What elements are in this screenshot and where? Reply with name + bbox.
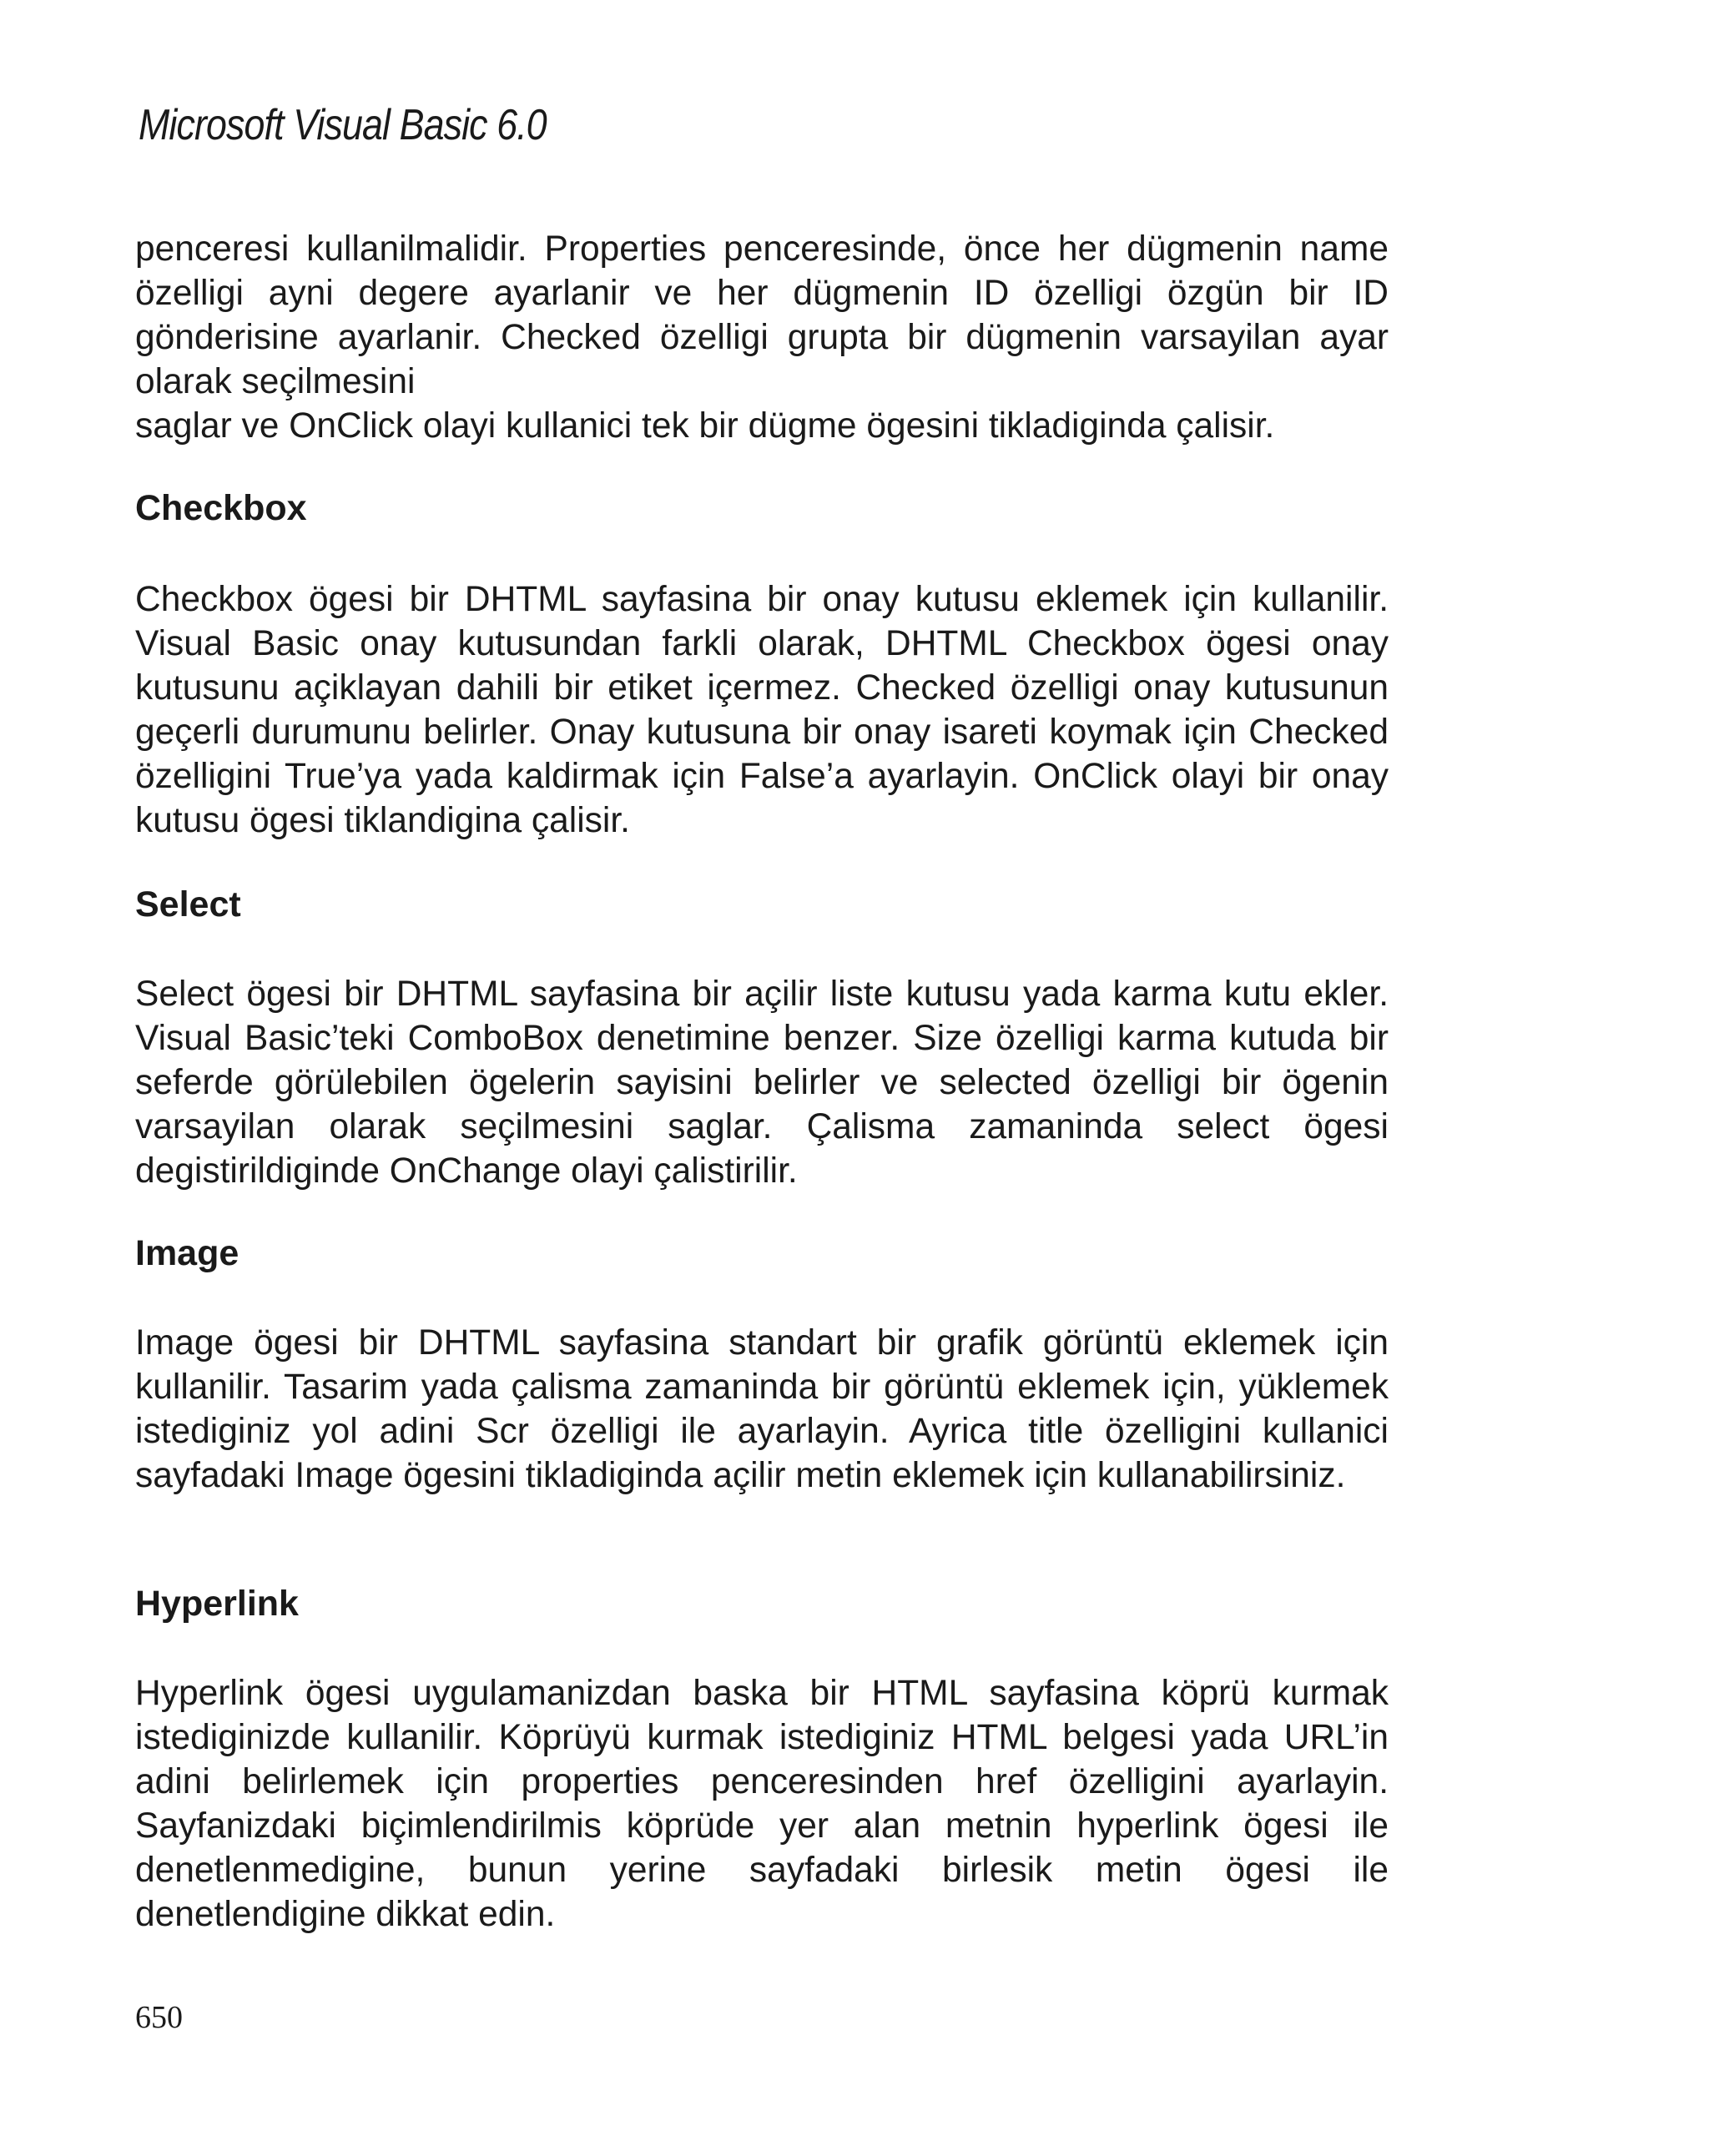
section-body-select: Select ögesi bir DHTML sayfasina bir açilir liste kutusu yada karma kutu ekler. Visual Basic’teki ComboBox denetimine benzer. Size özelligi karma kutuda bir seferde görülebilen ögelerin sayisini belirler ve selected özelligi bir ögenin varsayilan olarak seçilmesini saglar. Çalisma zamaninda select ögesi degistirildiginde OnChange olayi çalistirilir. xyxy=(135,975,1389,1191)
section-select xyxy=(135,883,1389,927)
page-number: 650 xyxy=(135,2000,183,2035)
section-hyperlink xyxy=(135,1582,1389,1626)
section-image-body-block xyxy=(135,1321,1389,1498)
running-header: Microsoft Visual Basic 6.0 xyxy=(139,101,547,149)
section-body-image: Image ögesi bir DHTML sayfasina standart bir grafik görüntü eklemek için kullanilir. Tasarim yada çalisma zamaninda bir görüntü eklemek için, yüklemek istediginiz yol adini Scr özelligi ile ayarlayin. Ayrica title özelligini kullanici sayfadaki Image ögesini tikladiginda açilir metin eklemek için kullanabilirsiniz. xyxy=(135,1323,1389,1495)
section-checkbox xyxy=(135,486,1389,531)
section-heading-hyperlink: Hyperlink xyxy=(135,1584,299,1624)
section-checkbox-body-block xyxy=(135,577,1389,843)
intro-paragraph: penceresi kullanilmalidir. Properties penceresinde, önce her dügmenin name özelligi ayni degere ayarlanir ve her dügmenin ID özelligi özgün bir ID gönderisine ayarlanir. Checked özelligi grupta bir dügmenin varsayilan ayar olarak seçilmesini xyxy=(135,229,1389,401)
section-body-hyperlink: Hyperlink ögesi uygulamanizdan baska bir HTML sayfasina köprü kurmak istediginizde kullanilir. Köprüyü kurmak istediginiz HTML belgesi yada URL’in adini belirlemek için properties penceresinden href özelligini ayarlayin. Sayfanizdaki biçimlendirilmis köprüde yer alan metnin hyperlink ögesi ile denetlenmedigine, bunun yerine sayfadaki birlesik metin ögesi ile denetlendigine dikkat edin. xyxy=(135,1674,1389,1934)
section-select-body-block xyxy=(135,972,1389,1193)
section-heading-select: Select xyxy=(135,884,241,924)
section-heading-checkbox: Checkbox xyxy=(135,488,307,528)
section-body-checkbox: Checkbox ögesi bir DHTML sayfasina bir onay kutusu eklemek için kullanilir. Visual Basic onay kutusundan farkli olarak, DHTML Checkbox ögesi onay kutusunu açiklayan dahili bir etiket içermez. Checked özelligi onay kutusunun geçerli durumunu belirler. Onay kutusuna bir onay isareti koymak için Checked özelligini True’ya yada kaldirmak için False’a ayarlayin. OnClick olayi bir onay kutusu ögesi tiklandigina çalisir. xyxy=(135,580,1389,840)
section-image xyxy=(135,1232,1389,1276)
section-heading-image: Image xyxy=(135,1233,239,1273)
section-hyperlink-body-block xyxy=(135,1671,1389,1937)
intro-block xyxy=(135,227,1389,448)
intro-paragraph-continuation: saglar ve OnClick olayi kullanici tek bir dügme ögesini tikladiginda çalisir. xyxy=(135,406,1275,446)
